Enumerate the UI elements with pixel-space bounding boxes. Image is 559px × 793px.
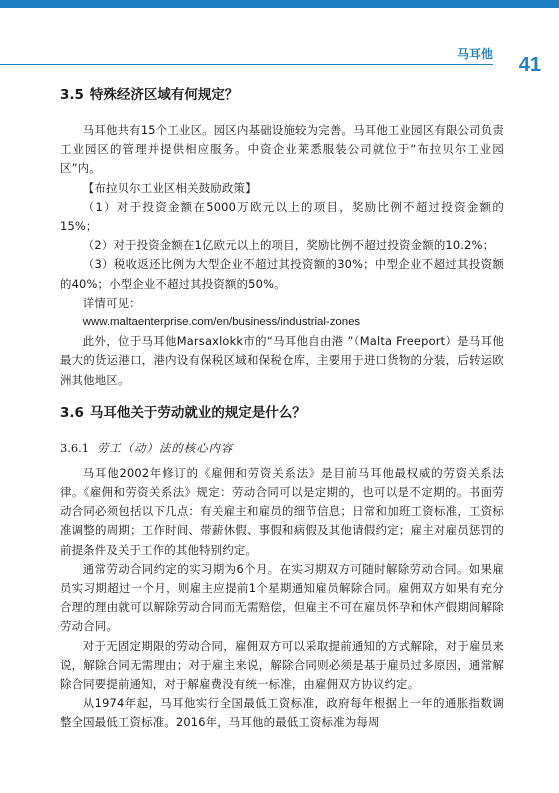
policy-item-1: （1）对于投资金额在5000万欧元以上的项目，奖励比例不超过投资金额的15%； bbox=[60, 199, 504, 234]
paragraph: 对于无固定期限的劳动合同，雇佣双方可以采取提前通知的方式解除，对于雇员来说，解除合同无需理由；对于雇主来说，解除合同则必须是基于雇员过多原因，通常解除合同要提前通知，对于解雇费没有统一标准，由雇佣双方协议约定。 bbox=[60, 638, 504, 692]
top-accent-bar bbox=[0, 0, 559, 8]
subsection-title: 劳工（动）法的核心内容 bbox=[96, 440, 234, 455]
policy-heading: 【布拉贝尔工业区相关鼓励政策】 bbox=[82, 180, 257, 195]
section-number: 3.6 bbox=[60, 404, 84, 421]
subsection-heading-3-6-1 bbox=[60, 439, 504, 458]
section-heading-3-5 bbox=[60, 86, 504, 104]
section-title: 马耳他关于劳动就业的规定是什么？ bbox=[89, 404, 306, 421]
paragraph: 马耳他共有15个工业区。园区内基础设施较为完善。马耳他工业园区有限公司负责工业园区的管理并提供相应服务。中资企业莱悉服装公司就位于“布拉贝尔工业园区”内。 bbox=[60, 123, 504, 176]
paragraph: 从1974年起，马耳他实行全国最低工资标准，政府每年根据上一年的通胀指数调整全国最低工资标准。2016年，马耳他的最低工资标准为每周 bbox=[60, 696, 504, 730]
section-heading-3-6 bbox=[60, 404, 504, 422]
details-label: 详情可见： bbox=[82, 295, 141, 310]
paragraph: 通常劳动合同约定的实习期为6个月。在实习期双方可随时解除劳动合同。如果雇员实习期超过一个月，则雇主应提前1个星期通知雇员解除合同。雇佣双方如果有充分合理的理由就可以解除劳动合同而无需赔偿，但雇主不可在雇员怀孕和休产假期间解除劳动合同。 bbox=[60, 561, 504, 634]
section-title: 特殊经济区域有何规定？ bbox=[89, 87, 239, 103]
reference-url: www.maltaenterprise.com/en/business/industrial-zones bbox=[82, 316, 361, 329]
policy-item-3: （3）税收返还比例为大型企业不超过其投资额的30%；中型企业不超过其投资额的40%；小型企业不超过其投资额的50%。 bbox=[60, 257, 504, 291]
page-number: 41 bbox=[518, 54, 541, 76]
running-header-country: 马耳他 bbox=[456, 47, 493, 61]
page-body bbox=[60, 86, 504, 733]
section-number: 3.5 bbox=[60, 87, 84, 103]
subsection-number: 3.6.1 bbox=[60, 440, 89, 455]
header-divider bbox=[0, 64, 493, 65]
paragraph: 马耳他2002年修订的《雇佣和劳资关系法》是目前马耳他最权威的劳资关系法律。《雇佣和劳资关系法》规定：劳动合同可以是定期的，也可以是不定期的。书面劳动合同必须包括以下几点：有关雇主和雇员的细节信息；日常和加班工资标准，工资标准调整的周期；工作时间、带薪休假、事假和病假及其他请假约定；雇主对雇员惩罚的前提条件及关于工作的其他特别约定。 bbox=[60, 465, 504, 557]
policy-item-2: （2）对于投资金额在1亿欧元以上的项目，奖励比例不超过投资金额的10.2%； bbox=[82, 238, 495, 253]
paragraph: 此外，位于马耳他Marsaxlokk市的“马耳他自由港 ”（Malta Freeport）是马耳他最大的货运港口，港内设有保税区域和保税仓库，主要用于进口货物的分装，后转运欧洲其他地区。 bbox=[60, 334, 504, 387]
